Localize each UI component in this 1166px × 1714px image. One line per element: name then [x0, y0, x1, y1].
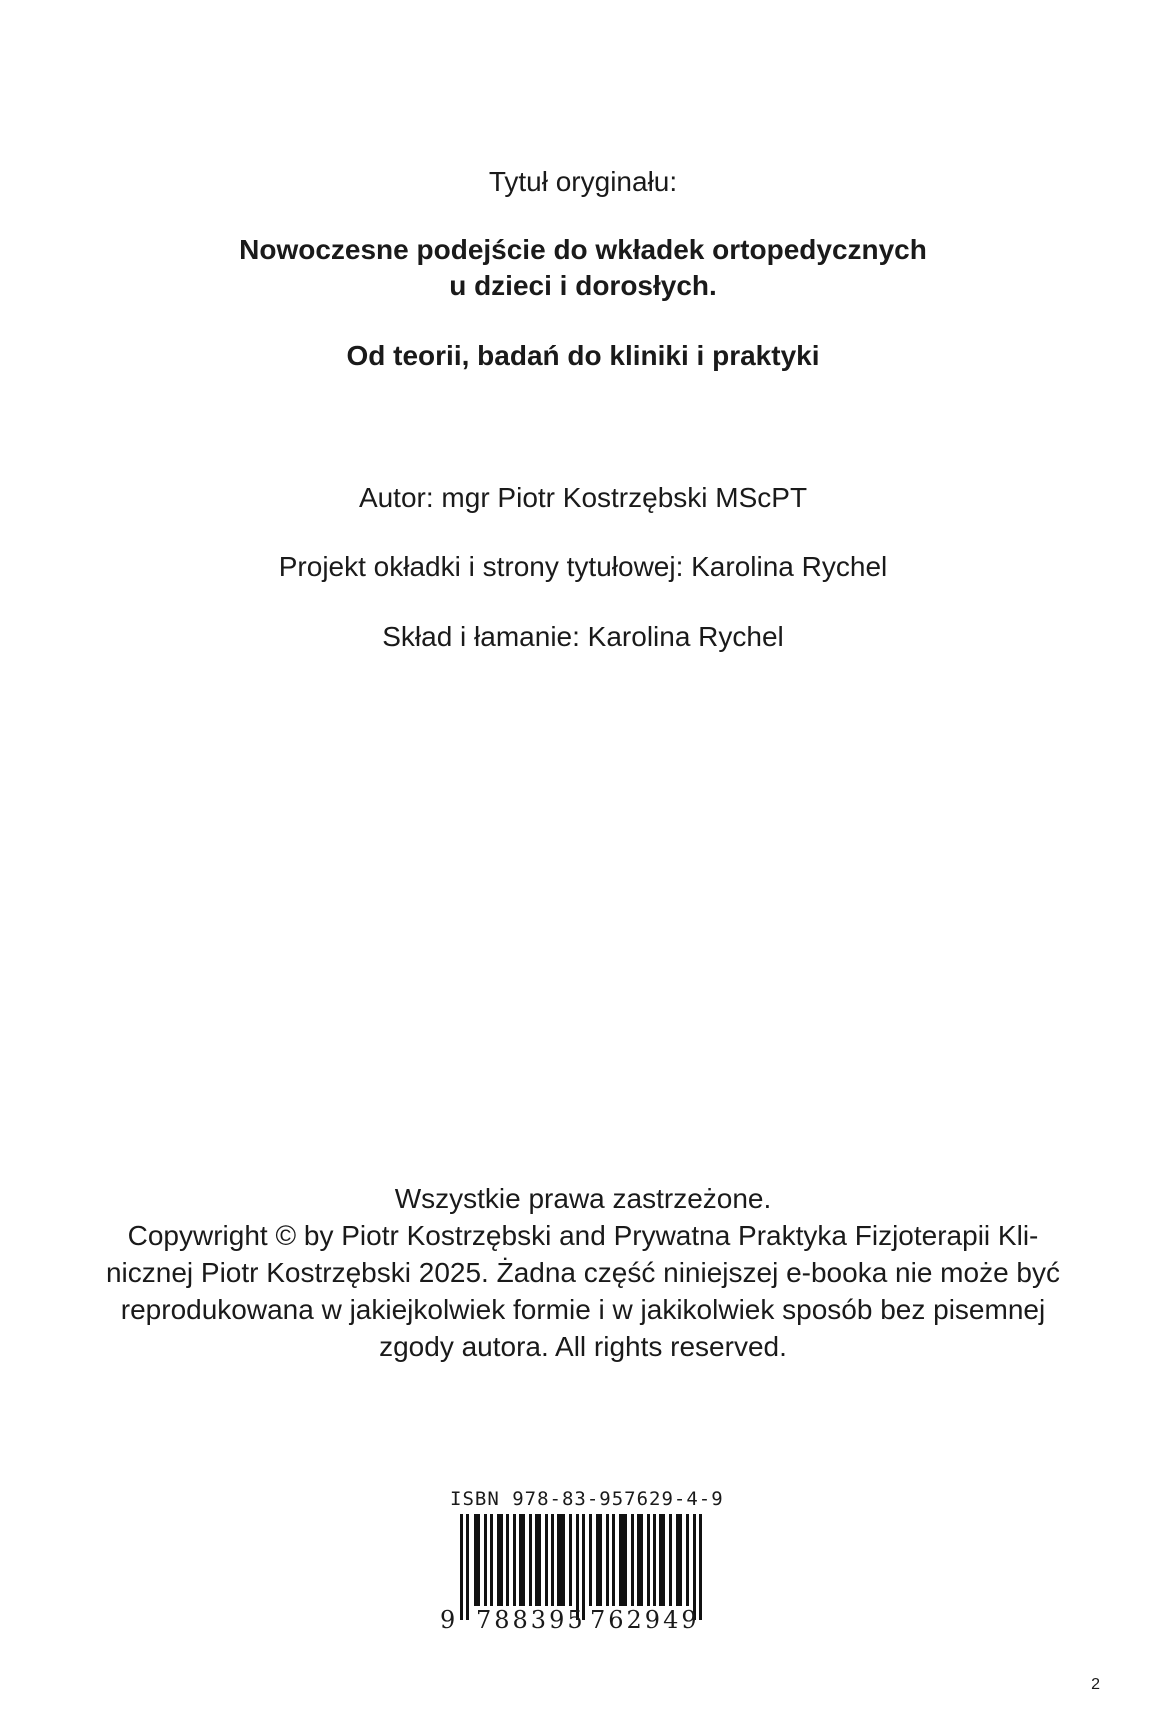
author-credit: Autor: mgr Piotr Kostrzębski MScPT [358, 482, 808, 513]
isbn-barcode [440, 1514, 720, 1620]
cover-design-credit: Projekt okładki i strony tytułowej: Karolina Rychel [278, 551, 888, 582]
copyright-line: zgody autora. All rights reserved. [379, 1331, 787, 1362]
ean-right-digits: 762949 [590, 1606, 700, 1634]
copyright-line: nicznej Piotr Kostrzębski 2025. Żadna część niniejszej e-booka nie może być [105, 1257, 1061, 1288]
isbn-label: ISBN 978-83-957629-4-9 [450, 1488, 724, 1510]
book-title-line-2: u dzieci i dorosłych. [449, 270, 717, 301]
ean-first-digit: 9 [440, 1606, 456, 1634]
typesetting-credit: Skład i łamanie: Karolina Rychel [382, 621, 784, 652]
copyright-line: Wszystkie prawa zastrzeżone. [394, 1183, 772, 1214]
book-title-line-1: Nowoczesne podejście do wkładek ortopedycznych [239, 234, 927, 265]
page-number: 2 [1091, 1676, 1100, 1693]
copyright-line: reprodukowana w jakiejkolwiek formie i w jakikolwiek sposób bez pisemnej [120, 1294, 1046, 1325]
copyright-line: Copywright © by Piotr Kostrzębski and Prywatna Praktyka Fizjoterapii Kli- [127, 1220, 1039, 1251]
ean-left-digits: 788395 [476, 1606, 586, 1634]
original-title-label: Tytuł oryginału: [488, 166, 678, 197]
copyright-notice [60, 1180, 1106, 1365]
book-subtitle: Od teorii, badań do kliniki i praktyki [346, 340, 820, 371]
